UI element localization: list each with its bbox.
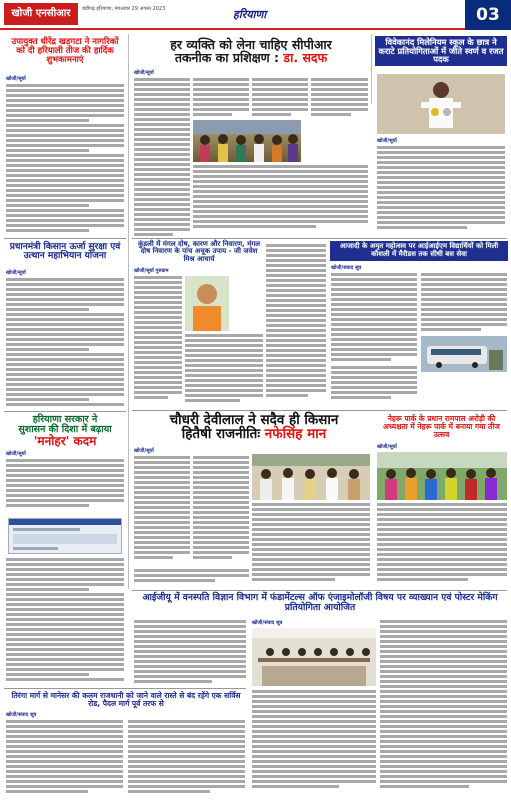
column-rule (371, 34, 372, 104)
astrologer-portrait (185, 276, 229, 331)
story7-body-col3 (266, 244, 326, 406)
story8-body-col1 (331, 273, 417, 363)
story5-byline: खोजी/सूर्या (134, 70, 154, 76)
story10-body (377, 503, 507, 588)
story8-byline: खोजी/संवाद सूत्र (331, 265, 362, 271)
story3-body (6, 459, 124, 514)
story10-headline: नेहरू पार्क के प्रधान रामपाल अरोड़ी की अध्यक्षता में नेहरू पार्क में बनाया गया तीज उत्सव (383, 414, 500, 439)
story11-body-col1 (252, 690, 376, 796)
column-rule (128, 34, 129, 589)
karate-student-photo (377, 74, 505, 134)
story1-body (6, 84, 124, 234)
newspaper-brand: खोजी एनसीआर (4, 3, 78, 25)
section-name: हरियाणा (233, 8, 267, 21)
story5-headline-name: डा. सदफ (283, 50, 328, 66)
story9-body-tail (134, 569, 249, 589)
story8-body-col2 (421, 273, 507, 333)
story9-body-col1 (134, 456, 190, 566)
story5-headline-line2: तकनीक का प्रशिक्षण : (174, 50, 284, 66)
divider (4, 688, 246, 689)
story2-headline: प्रधानमंत्री किसान ऊर्जा सुरक्षा एवं उत्थान महाभियान योजना (9, 242, 121, 262)
teej-festival-figures (377, 452, 507, 500)
story8-headline: आजादी के अमृत महोत्सव पर आईआईएम विद्यार्थियों को मिली कौशली में मैरीडस तक सीधी बस सेवा (330, 241, 508, 261)
astrologer-figure (185, 276, 229, 331)
website-screenshot-photo (8, 518, 122, 554)
story4-byline: खोजी/संवाद सूत्र (6, 712, 37, 718)
story7-body-col2 (185, 334, 263, 406)
story8-body-col1-cont (331, 366, 417, 406)
story7-byline: खोजी/सूर्या गुरुग्राम (134, 268, 169, 274)
story5-headline (134, 38, 368, 64)
story5-headline-line1: हर व्यक्ति को लेना चाहिए सीपीआर (170, 37, 332, 52)
story11-byline: खोजी/संवाद सूत्र (252, 620, 283, 626)
meeting-figures (252, 454, 370, 500)
story9-body-col2 (193, 456, 249, 566)
story11-body-col2 (380, 620, 507, 796)
page-number: 03 (465, 0, 511, 30)
story5-body-col1 (134, 78, 190, 238)
story11-headline: आईजीयू में वनस्पति विज्ञान विभाग में फंडामेंटल्स ऑफ एंजाइमोलॉजी विषय पर व्याख्यान एवं पोस्टर मेकिंग प्रतियोगिता आयोजित (142, 592, 498, 613)
story2-byline: खोजी/सूर्या (6, 270, 26, 276)
teej-festival-photo (377, 452, 507, 500)
story3-body-cont (6, 558, 124, 683)
story5-body-col3 (252, 78, 308, 118)
divider (132, 238, 507, 239)
story4-body-col1 (6, 720, 123, 796)
divider (132, 590, 507, 591)
story1-headline: उपायुक्त धीरेंद्र खड़गटा ने नागरिकों को दी हरियाली तीज की हार्दिक शुभकामनाएं (11, 37, 119, 65)
story9-byline: खोजी/सूर्या (134, 448, 154, 454)
story6-byline: खोजी/सूर्या (377, 138, 397, 144)
story3-headline-line2: सुशासन की दिशा में बढ़ाया (18, 423, 112, 435)
story1-byline: खोजी/सूर्या (6, 76, 26, 82)
story6-body (377, 146, 505, 234)
story10-byline: खोजी/सूर्या (377, 444, 397, 450)
story3-headline-line3: 'मनोहर' कदम (33, 433, 97, 448)
story5-body-col4 (311, 78, 368, 118)
bus-photo (421, 336, 507, 372)
story5-body-col2 (193, 78, 249, 118)
story7-headline: कुंडली में मंगल दोष, कारण और निवारण, मंगल दोष निवारण के पांच अचूक उपाय - जी जयेश मिश्र आचार्य (137, 240, 261, 263)
story9-headline-name: नफेसिंह मान (264, 426, 327, 443)
divider (4, 238, 126, 239)
group-photo (193, 120, 301, 162)
lecture-hall-photo (252, 628, 376, 686)
story9-headline-line2: हितैषी राजनीतिः (181, 426, 265, 443)
lecture-hall-figures (252, 628, 376, 686)
bus-figure (421, 336, 507, 372)
story9-headline-line1: चौधरी देवीलाल ने सदैव ही किसान (169, 412, 339, 428)
story11-body-col0 (134, 620, 246, 684)
masthead (0, 0, 511, 30)
issue-date: चंडीगढ़ हरियाणा, मंगलवार 29 अगस्त 2023 (82, 6, 166, 12)
meeting-photo (252, 454, 370, 500)
divider (132, 410, 507, 411)
story9-headline (134, 413, 374, 441)
divider (4, 411, 126, 412)
story9-body-col3 (252, 503, 370, 588)
story3-headline (6, 415, 124, 448)
group-photo-figures (193, 120, 301, 162)
karate-student-figure (377, 74, 505, 134)
story3-byline: खोजी/सूर्या (6, 451, 26, 457)
story4-body-col2 (128, 720, 245, 796)
story4-headline: तिरंगा मार्ग से मानेसर की कलम राजधानी को जाने वाले रास्ते से बंद रहेंगे एक सर्विस रोड, पैदल मार्ग पूर्व तरफ से (11, 691, 241, 708)
story5-body-cont (193, 165, 368, 235)
story7-body-col1 (134, 276, 182, 406)
story2-body (6, 278, 124, 408)
story3-headline-line1: हरियाणा सरकार ने (32, 414, 98, 425)
story6-headline: विवेकानंद मिलेनियम स्कूल के छात्र ने कराटे प्रतियोगिताओं में जीते स्वर्ण व रजत पदक (375, 36, 507, 66)
